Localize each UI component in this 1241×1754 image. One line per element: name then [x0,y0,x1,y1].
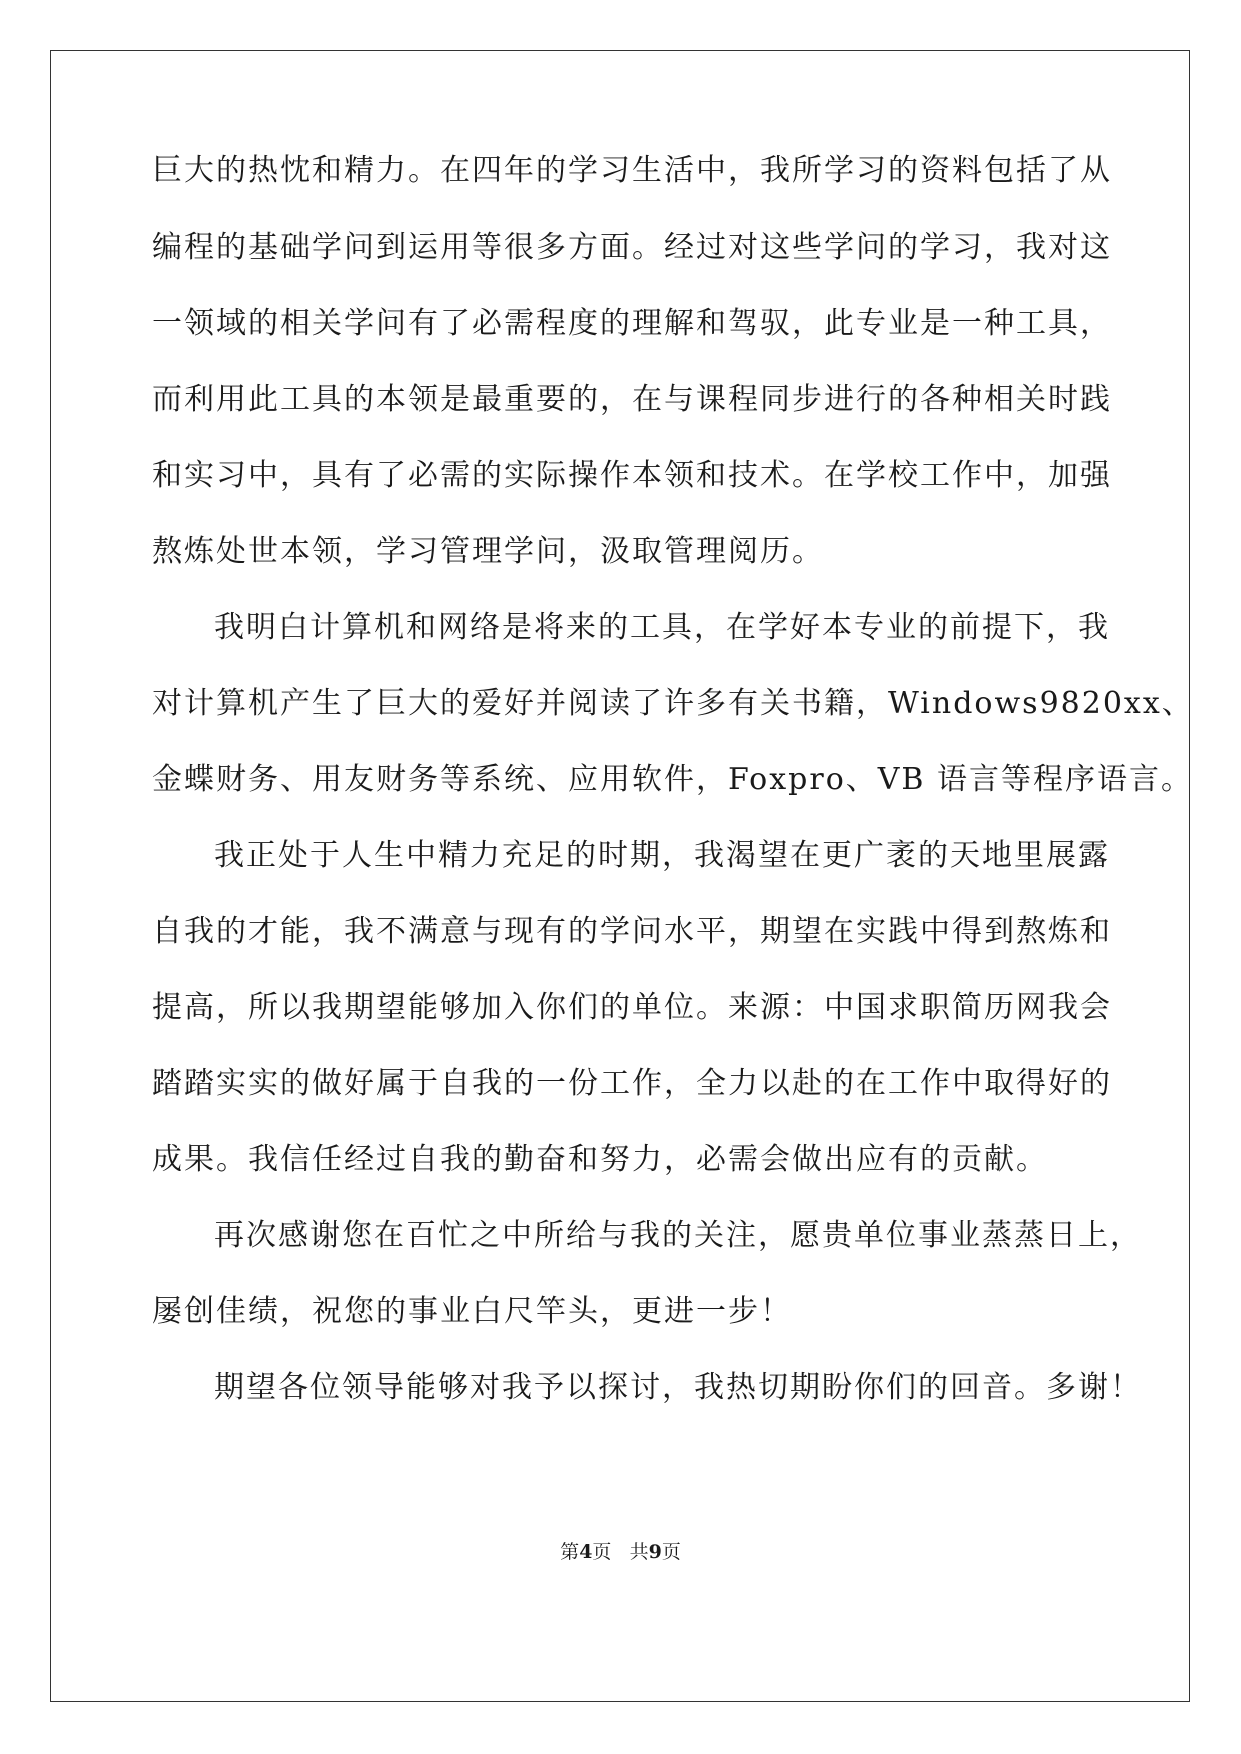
total-suffix: 页 [661,1541,681,1563]
paragraph-line-2: 编程的基础学问到运用等很多方面。经过对这些学问的学习，我对这 [152,230,1112,265]
paragraph-line-15: 再次感谢您在百忙之中所给与我的关注，愿贵单位事业蒸蒸日上， [214,1218,1142,1253]
paragraph-line-10: 我正处于人生中精力充足的时期，我渴望在更广袤的天地里展露 [214,838,1110,873]
paragraph-line-4: 而利用此工具的本领是最重要的，在与课程同步进行的各种相关时践 [152,382,1112,417]
paragraph-line-12: 提高，所以我期望能够加入你们的单位。来源：中国求职简历网我会 [152,990,1112,1025]
paragraph-line-16: 屡创佳绩，祝您的事业白尺竿头，更进一步！ [152,1294,792,1329]
current-page-number: 4 [579,1541,593,1563]
paragraph-line-1: 巨大的热忱和精力。在四年的学习生活中，我所学习的资料包括了从 [152,153,1112,188]
page-footer [0,1540,1241,1564]
paragraph-line-7: 我明白计算机和网络是将来的工具，在学好本专业的前提下，我 [214,610,1110,645]
page-border [50,50,1190,1702]
paragraph-line-14: 成果。我信任经过自我的勤奋和努力，必需会做出应有的贡献。 [152,1142,1048,1177]
paragraph-line-6: 熬炼处世本领，学习管理学问，汲取管理阅历。 [152,534,824,569]
paragraph-line-13: 踏踏实实的做好属于自我的一份工作，全力以赴的在工作中取得好的 [152,1066,1112,1101]
page-suffix: 页 [592,1541,612,1563]
paragraph-line-11: 自我的才能，我不满意与现有的学问水平，期望在实践中得到熬炼和 [152,914,1112,949]
paragraph-line-5: 和实习中，具有了必需的实际操作本领和技术。在学校工作中，加强 [152,458,1112,493]
page-prefix: 第 [560,1541,580,1563]
paragraph-line-8: 对计算机产生了巨大的爱好并阅读了许多有关书籍，Windows9820xx、 [152,686,1194,721]
total-prefix: 共 [629,1541,649,1563]
paragraph-line-3: 一领域的相关学问有了必需程度的理解和驾驭，此专业是一种工具， [152,306,1112,341]
paragraph-line-9: 金蝶财务、用友财务等系统、应用软件，Foxpro、VB 语言等程序语言。 [152,762,1194,797]
paragraph-line-17: 期望各位领导能够对我予以探讨，我热切期盼你们的回音。多谢！ [214,1370,1142,1405]
total-pages-number: 9 [648,1541,662,1563]
